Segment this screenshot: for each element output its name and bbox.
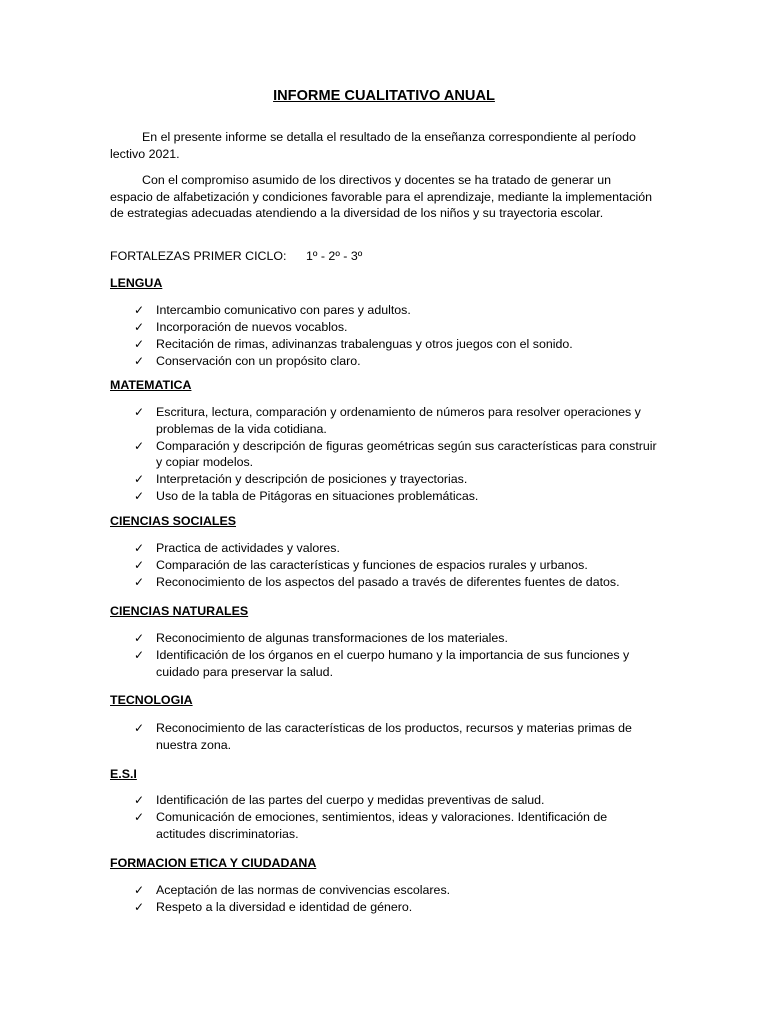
list-item-text: Aceptación de las normas de convivencias escolares. (156, 883, 451, 897)
checkmark-icon: ✓ (134, 472, 145, 487)
section-list (134, 882, 659, 916)
list-item (134, 720, 659, 753)
checkmark-icon: ✓ (134, 405, 145, 419)
section-heading: LENGUA (110, 276, 163, 290)
list-item-text: Conservación con un propósito claro. (156, 353, 361, 368)
list-item-text: Escritura, lectura, comparación y ordenamiento de números para resolver operaciones y problemas de la vida cotidiana. (156, 405, 641, 436)
list-item-text: Respeto a la diversidad e identidad de género. (156, 899, 413, 914)
checkmark-icon: ✓ (134, 303, 145, 317)
list-item (134, 471, 659, 488)
checkmark-icon: ✓ (134, 721, 145, 735)
list-item (134, 336, 659, 353)
cycle-grades: 1º - 2º - 3º (306, 249, 363, 263)
checkmark-icon: ✓ (134, 631, 145, 645)
list-item-text: Incorporación de nuevos vocablos. (156, 319, 348, 334)
list-item (134, 574, 659, 591)
list-item (134, 488, 659, 505)
checkmark-icon: ✓ (134, 541, 145, 555)
section-heading: MATEMATICA (110, 378, 192, 392)
list-item (134, 540, 659, 557)
checkmark-icon: ✓ (134, 489, 145, 504)
cycle-label: FORTALEZAS PRIMER CICLO: (110, 249, 287, 263)
intro-paragraph: En el presente informe se detalla el resultado de la enseñanza correspondiente al período lectivo 2021. (110, 130, 636, 161)
section-list (134, 792, 659, 843)
list-item (134, 882, 659, 899)
list-item-text: Interpretación y descripción de posiciones y trayectorias. (156, 472, 468, 487)
checkmark-icon: ✓ (134, 319, 145, 334)
section-heading: TECNOLOGIA (110, 693, 193, 707)
list-item-text: Identificación de los órganos en el cuerpo humano y la importancia de sus funciones y cuidado para preservar la salud. (156, 647, 630, 679)
checkmark-icon: ✓ (134, 353, 145, 368)
list-item-text: Comparación de las características y funciones de espacios rurales y urbanos. (156, 557, 588, 572)
section-list (134, 404, 659, 505)
list-item (134, 302, 659, 319)
list-item-text: Reconocimiento de algunas transformaciones de los materiales. (156, 631, 508, 645)
list-item (134, 557, 659, 574)
document-title: INFORME CUALITATIVO ANUAL (273, 88, 495, 104)
cycle-line (110, 248, 363, 264)
list-item-text: Practica de actividades y valores. (156, 541, 340, 555)
checkmark-icon: ✓ (134, 557, 145, 572)
list-item (134, 438, 659, 471)
section-heading: CIENCIAS NATURALES (110, 604, 249, 618)
list-item (134, 647, 659, 680)
list-item-text: Uso de la tabla de Pitágoras en situaciones problemáticas. (156, 489, 479, 504)
section-heading: CIENCIAS SOCIALES (110, 514, 236, 528)
checkmark-icon: ✓ (134, 438, 145, 453)
list-item-text: Identificación de las partes del cuerpo y medidas preventivas de salud. (156, 793, 545, 807)
list-item (134, 630, 659, 647)
checkmark-icon: ✓ (134, 336, 145, 351)
list-item-text: Reconocimiento de las características de los productos, recursos y materias primas de nuestra zona. (156, 721, 632, 752)
list-item (134, 899, 659, 916)
checkmark-icon: ✓ (134, 574, 145, 589)
list-item-text: Reconocimiento de los aspectos del pasado a través de diferentes fuentes de datos. (156, 574, 620, 589)
list-item (134, 404, 659, 437)
list-item (134, 792, 659, 809)
section-list (134, 540, 659, 591)
list-item-text: Comunicación de emociones, sentimientos, ideas y valoraciones. Identificación de actitudes discriminatorias. (156, 809, 608, 841)
checkmark-icon: ✓ (134, 647, 145, 662)
section-list (134, 630, 659, 681)
list-item-text: Intercambio comunicativo con pares y adultos. (156, 303, 411, 317)
checkmark-icon: ✓ (134, 809, 145, 824)
section-heading: FORMACION ETICA Y CIUDADANA (110, 856, 317, 870)
list-item (134, 809, 659, 842)
commitment-paragraph: Con el compromiso asumido de los directivos y docentes se ha tratado de generar un espacio de alfabetización y condiciones favorable para el aprendizaje, mediante la implementación de estrategias adecuadas atendiendo a la diversidad de los niños y su trayectoria escolar. (110, 173, 653, 220)
list-item (134, 319, 659, 336)
list-item (134, 353, 659, 370)
section-heading: E.S.I (110, 767, 137, 781)
section-list (134, 720, 659, 754)
checkmark-icon: ✓ (134, 793, 145, 807)
section-list (134, 302, 659, 370)
list-item-text: Recitación de rimas, adivinanzas trabalenguas y otros juegos con el sonido. (156, 336, 573, 351)
checkmark-icon: ✓ (134, 883, 145, 897)
checkmark-icon: ✓ (134, 899, 145, 914)
list-item-text: Comparación y descripción de figuras geométricas según sus características para construir y copiar modelos. (156, 438, 657, 470)
